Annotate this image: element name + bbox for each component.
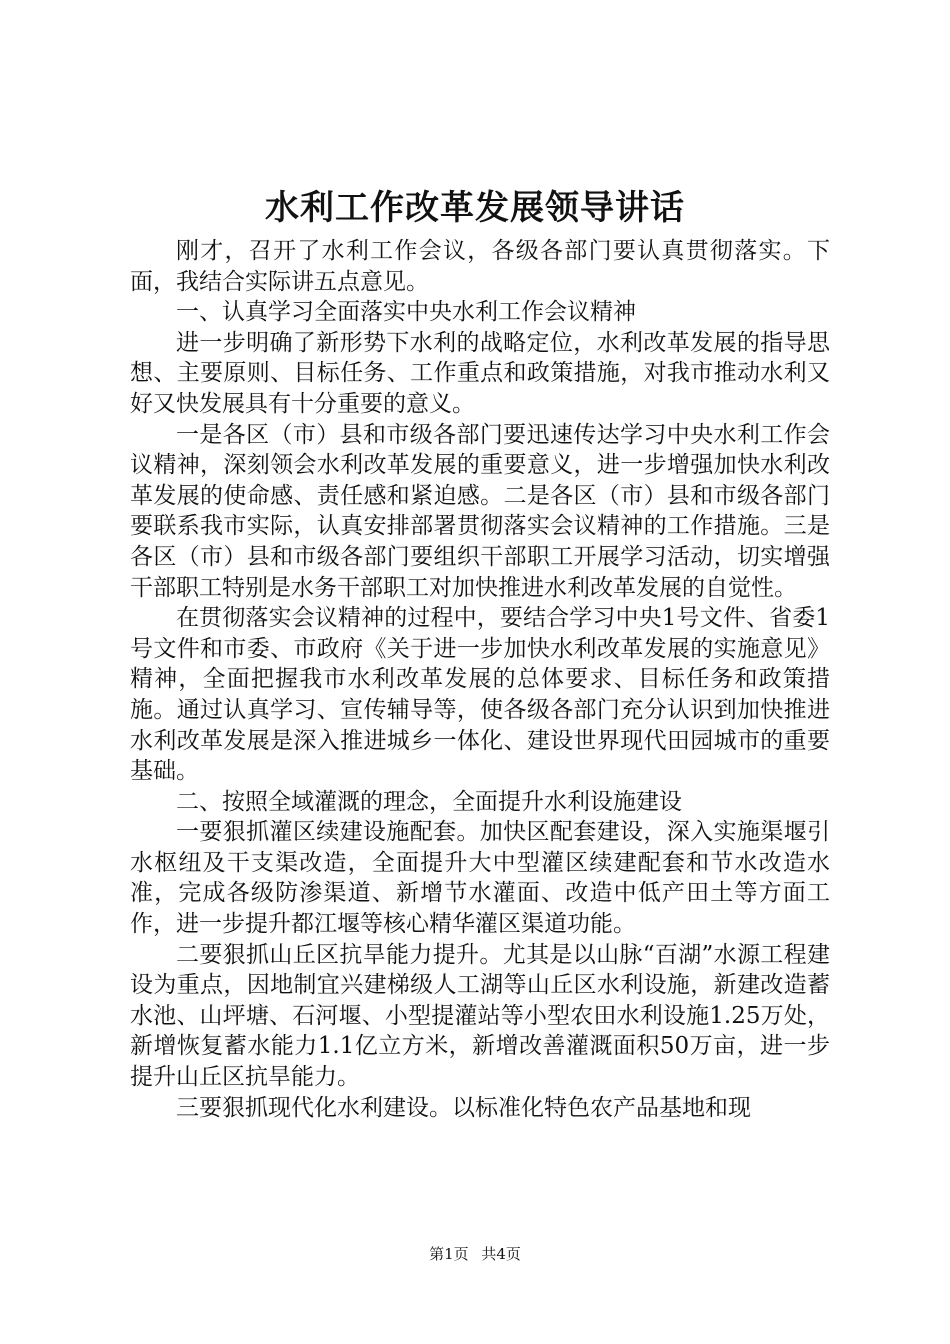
paragraph: 刚才，召开了水利工作会议，各级各部门要认真贯彻落实。下面，我结合实际讲五点意见。 xyxy=(130,238,830,295)
section-heading: 一、认真学习全面落实中央水利工作会议精神 xyxy=(176,299,636,326)
paragraph: 在贯彻落实会议精神的过程中，要结合学习中央1号文件、省委1号文件和市委、市政府《关于进一步加快水利改革发展的实施意见》精神，全面把握我市水利改革发展的总体要求、目标任务和政策措施。通过认真学习、宣传辅导等，使各级各部门充分认识到加快推进水利改革发展是深入推进城乡一体化、建设世界现代田园城市的重要基础。 xyxy=(130,605,830,785)
paragraph: 二要狠抓山丘区抗旱能力提升。尤其是以山脉“百湖”水源工程建设为重点，因地制宜兴建梯级人工湖等山丘区水利设施，新建改造蓄水池、山坪塘、石河堰、小型提灌站等小型农田水利设施1.25万处，新增恢复蓄水能力1.1亿立方米，新增改善灌溉面积50万亩，进一步提升山丘区抗旱能力。 xyxy=(130,941,830,1091)
page-footer xyxy=(0,1244,950,1264)
paragraph: 进一步明确了新形势下水利的战略定位，水利改革发展的指导思想、主要原则、目标任务、工作重点和政策措施，对我市推动水利又好又快发展具有十分重要的意义。 xyxy=(130,329,830,417)
paragraph: 一是各区（市）县和市级各部门要迅速传达学习中央水利工作会议精神，深刻领会水利改革发展的重要意义，进一步增强加快水利改革发展的使命感、责任感和紧迫感。二是各区（市）县和市级各部门要联系我市实际，认真安排部署贯彻落实会议精神的工作措施。三是各区（市）县和市级各部门要组织干部职工开展学习活动，切实增强干部职工特别是水务干部职工对加快推进水利改革发展的自觉性。 xyxy=(130,421,830,601)
page-total: 共4页 xyxy=(481,1245,521,1263)
paragraph: 一要狠抓灌区续建设施配套。加快区配套建设，深入实施渠堰引水枢纽及干支渠改造，全面提升大中型灌区续建配套和节水改造水准，完成各级防渗渠道、新增节水灌面、改造中低产田土等方面工作，进一步提升都江堰等核心精华灌区渠道功能。 xyxy=(130,819,830,938)
document-body xyxy=(130,236,830,1123)
paragraph: 三要狠抓现代化水利建设。以标准化特色农产品基地和现 xyxy=(176,1094,751,1121)
document-title: 水利工作改革发展领导讲话 xyxy=(265,188,685,228)
page-number: 第1页 xyxy=(429,1245,469,1263)
section-heading: 二、按照全域灌溉的理念，全面提升水利设施建设 xyxy=(176,788,682,815)
